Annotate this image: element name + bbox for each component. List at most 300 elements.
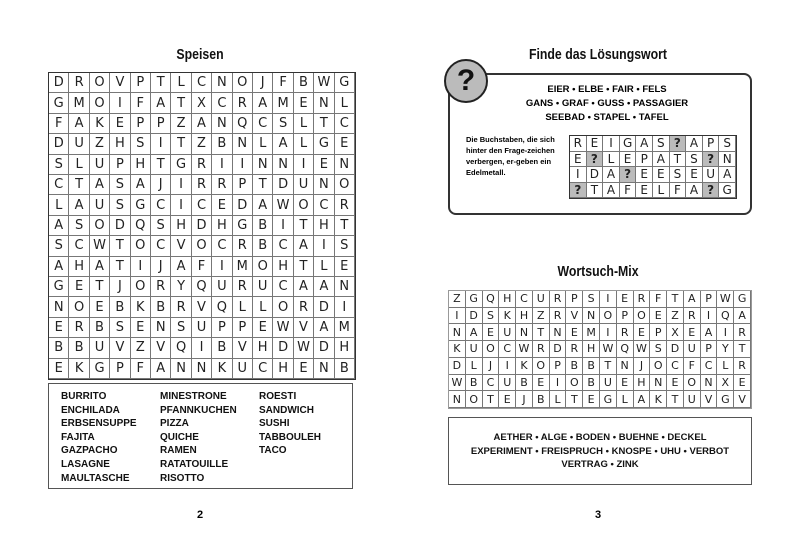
grid-cell[interactable]: B [294, 73, 314, 93]
grid-cell[interactable]: Z [667, 308, 684, 325]
grid-cell[interactable]: B [69, 338, 89, 358]
grid-cell[interactable]: R [734, 324, 751, 341]
grid-cell[interactable]: B [90, 318, 110, 338]
hidden-letter-cell[interactable]: ? [703, 183, 720, 199]
grid-cell[interactable]: E [294, 93, 314, 113]
grid-cell[interactable]: S [583, 291, 600, 308]
grid-cell[interactable]: Y [171, 277, 191, 297]
grid-cell[interactable]: C [667, 358, 684, 375]
grid-cell[interactable]: C [49, 175, 69, 195]
grid-cell[interactable]: F [49, 114, 69, 134]
grid-cell[interactable]: R [734, 358, 751, 375]
grid-cell[interactable]: G [734, 291, 751, 308]
grid-cell[interactable]: T [253, 175, 273, 195]
grid-cell[interactable]: H [583, 341, 600, 358]
grid-cell[interactable]: S [171, 318, 191, 338]
grid-cell[interactable]: W [273, 195, 293, 215]
grid-cell[interactable]: N [719, 152, 736, 168]
grid-cell[interactable]: E [653, 167, 670, 183]
grid-cell[interactable]: R [684, 308, 701, 325]
grid-cell[interactable]: H [273, 359, 293, 379]
grid-cell[interactable]: Q [192, 277, 212, 297]
grid-cell[interactable]: Z [192, 134, 212, 154]
grid-cell[interactable]: J [151, 257, 171, 277]
grid-cell[interactable]: E [587, 136, 604, 152]
grid-cell[interactable]: P [703, 136, 720, 152]
solution-grid[interactable] [569, 135, 737, 199]
word-search-grid-speisen[interactable] [48, 72, 356, 380]
grid-cell[interactable]: A [131, 175, 151, 195]
grid-cell[interactable]: N [273, 155, 293, 175]
grid-cell[interactable]: D [667, 341, 684, 358]
grid-cell[interactable]: G [466, 291, 483, 308]
grid-cell[interactable]: I [600, 291, 617, 308]
grid-cell[interactable]: O [650, 358, 667, 375]
grid-cell[interactable]: W [314, 73, 334, 93]
grid-cell[interactable]: P [131, 73, 151, 93]
grid-cell[interactable]: A [634, 391, 651, 408]
grid-cell[interactable]: J [110, 277, 130, 297]
grid-cell[interactable]: T [566, 391, 583, 408]
grid-cell[interactable]: I [110, 93, 130, 113]
grid-cell[interactable]: L [466, 358, 483, 375]
grid-cell[interactable]: E [49, 359, 69, 379]
grid-cell[interactable]: U [499, 324, 516, 341]
grid-cell[interactable]: A [49, 216, 69, 236]
grid-cell[interactable]: G [314, 134, 334, 154]
grid-cell[interactable]: U [253, 277, 273, 297]
grid-cell[interactable]: S [110, 175, 130, 195]
grid-cell[interactable]: D [550, 341, 567, 358]
grid-cell[interactable]: P [233, 318, 253, 338]
grid-cell[interactable]: A [701, 324, 718, 341]
grid-cell[interactable]: B [212, 134, 232, 154]
grid-cell[interactable]: E [617, 375, 634, 392]
grid-cell[interactable]: R [570, 136, 587, 152]
grid-cell[interactable]: B [151, 297, 171, 317]
grid-cell[interactable]: H [253, 338, 273, 358]
grid-cell[interactable]: T [294, 216, 314, 236]
grid-cell[interactable]: U [192, 318, 212, 338]
grid-cell[interactable]: O [483, 341, 500, 358]
grid-cell[interactable]: D [49, 73, 69, 93]
grid-cell[interactable]: E [636, 183, 653, 199]
grid-cell[interactable]: S [69, 216, 89, 236]
grid-cell[interactable]: E [533, 375, 550, 392]
grid-cell[interactable]: N [516, 324, 533, 341]
grid-cell[interactable]: L [603, 152, 620, 168]
grid-cell[interactable]: C [192, 73, 212, 93]
grid-cell[interactable]: O [131, 236, 151, 256]
grid-cell[interactable]: N [314, 93, 334, 113]
grid-cell[interactable]: W [634, 341, 651, 358]
grid-cell[interactable]: I [294, 155, 314, 175]
grid-cell[interactable]: C [516, 291, 533, 308]
grid-cell[interactable]: O [566, 375, 583, 392]
grid-cell[interactable]: F [650, 291, 667, 308]
grid-cell[interactable]: O [131, 277, 151, 297]
grid-cell[interactable]: A [686, 136, 703, 152]
grid-cell[interactable]: A [49, 257, 69, 277]
grid-cell[interactable]: K [131, 297, 151, 317]
grid-cell[interactable]: U [69, 134, 89, 154]
grid-cell[interactable]: T [670, 152, 687, 168]
grid-cell[interactable]: B [516, 375, 533, 392]
grid-cell[interactable]: N [335, 277, 355, 297]
grid-cell[interactable]: A [294, 277, 314, 297]
grid-cell[interactable]: S [49, 236, 69, 256]
grid-cell[interactable]: A [719, 167, 736, 183]
grid-cell[interactable]: T [171, 93, 191, 113]
grid-cell[interactable]: U [212, 277, 232, 297]
grid-cell[interactable]: P [636, 152, 653, 168]
grid-cell[interactable]: T [110, 236, 130, 256]
grid-cell[interactable]: E [131, 318, 151, 338]
grid-cell[interactable]: F [192, 257, 212, 277]
grid-cell[interactable]: A [90, 257, 110, 277]
grid-cell[interactable]: E [212, 195, 232, 215]
grid-cell[interactable]: D [49, 134, 69, 154]
grid-cell[interactable]: E [90, 297, 110, 317]
grid-cell[interactable]: C [273, 236, 293, 256]
grid-cell[interactable]: O [600, 308, 617, 325]
grid-cell[interactable]: R [69, 318, 89, 338]
grid-cell[interactable]: A [151, 93, 171, 113]
grid-cell[interactable]: E [483, 324, 500, 341]
grid-cell[interactable]: L [233, 297, 253, 317]
grid-cell[interactable]: L [294, 134, 314, 154]
grid-cell[interactable]: W [273, 318, 293, 338]
grid-cell[interactable]: Z [171, 114, 191, 134]
grid-cell[interactable]: H [314, 216, 334, 236]
grid-cell[interactable]: M [335, 318, 355, 338]
grid-cell[interactable]: R [212, 175, 232, 195]
grid-cell[interactable]: F [131, 93, 151, 113]
grid-cell[interactable]: L [294, 114, 314, 134]
grid-cell[interactable]: R [192, 175, 212, 195]
grid-cell[interactable]: E [566, 324, 583, 341]
grid-cell[interactable]: E [684, 324, 701, 341]
grid-cell[interactable]: N [550, 324, 567, 341]
grid-cell[interactable]: N [151, 318, 171, 338]
grid-cell[interactable]: U [684, 391, 701, 408]
grid-cell[interactable]: L [717, 358, 734, 375]
grid-cell[interactable]: H [171, 216, 191, 236]
grid-cell[interactable]: P [131, 114, 151, 134]
grid-cell[interactable]: F [273, 73, 293, 93]
grid-cell[interactable]: I [192, 338, 212, 358]
grid-cell[interactable]: A [684, 291, 701, 308]
grid-cell[interactable]: N [253, 155, 273, 175]
grid-cell[interactable]: X [192, 93, 212, 113]
grid-cell[interactable]: D [314, 297, 334, 317]
grid-cell[interactable]: A [603, 183, 620, 199]
grid-cell[interactable]: E [686, 167, 703, 183]
grid-cell[interactable]: B [212, 338, 232, 358]
grid-cell[interactable]: V [110, 338, 130, 358]
grid-cell[interactable]: T [734, 341, 751, 358]
grid-cell[interactable]: I [171, 175, 191, 195]
grid-cell[interactable]: O [634, 308, 651, 325]
grid-cell[interactable]: A [192, 114, 212, 134]
grid-cell[interactable]: P [110, 359, 130, 379]
grid-cell[interactable]: L [171, 73, 191, 93]
grid-cell[interactable]: I [212, 155, 232, 175]
grid-cell[interactable]: S [335, 236, 355, 256]
grid-cell[interactable]: R [233, 277, 253, 297]
grid-cell[interactable]: G [171, 155, 191, 175]
grid-cell[interactable]: T [151, 73, 171, 93]
grid-cell[interactable]: P [550, 358, 567, 375]
grid-cell[interactable]: J [151, 175, 171, 195]
grid-cell[interactable]: G [719, 183, 736, 199]
grid-cell[interactable]: T [171, 134, 191, 154]
grid-cell[interactable]: N [701, 375, 718, 392]
grid-cell[interactable]: G [233, 216, 253, 236]
grid-cell[interactable]: C [253, 359, 273, 379]
grid-cell[interactable]: T [294, 257, 314, 277]
grid-cell[interactable]: H [516, 308, 533, 325]
grid-cell[interactable]: A [294, 236, 314, 256]
grid-cell[interactable]: O [90, 216, 110, 236]
grid-cell[interactable]: M [233, 257, 253, 277]
grid-cell[interactable]: E [49, 318, 69, 338]
grid-cell[interactable]: U [703, 167, 720, 183]
grid-cell[interactable]: S [151, 216, 171, 236]
grid-cell[interactable]: K [90, 114, 110, 134]
grid-cell[interactable]: I [717, 324, 734, 341]
grid-cell[interactable]: V [171, 236, 191, 256]
grid-cell[interactable]: E [314, 155, 334, 175]
grid-cell[interactable]: Q [171, 338, 191, 358]
grid-cell[interactable]: M [69, 93, 89, 113]
grid-cell[interactable]: G [600, 391, 617, 408]
grid-cell[interactable]: B [466, 375, 483, 392]
grid-cell[interactable]: N [49, 297, 69, 317]
grid-cell[interactable]: P [212, 318, 232, 338]
grid-cell[interactable]: S [483, 308, 500, 325]
grid-cell[interactable]: V [294, 318, 314, 338]
grid-cell[interactable]: T [110, 257, 130, 277]
grid-cell[interactable]: E [253, 318, 273, 338]
grid-cell[interactable]: E [69, 277, 89, 297]
grid-cell[interactable]: K [449, 341, 466, 358]
grid-cell[interactable]: Q [233, 114, 253, 134]
grid-cell[interactable]: N [314, 175, 334, 195]
grid-cell[interactable]: A [734, 308, 751, 325]
grid-cell[interactable]: A [171, 257, 191, 277]
grid-cell[interactable]: C [151, 236, 171, 256]
grid-cell[interactable]: I [499, 358, 516, 375]
grid-cell[interactable]: C [253, 114, 273, 134]
grid-cell[interactable]: L [314, 257, 334, 277]
grid-cell[interactable]: F [131, 359, 151, 379]
grid-cell[interactable]: R [192, 155, 212, 175]
grid-cell[interactable]: U [294, 175, 314, 195]
grid-cell[interactable]: V [566, 308, 583, 325]
grid-cell[interactable]: V [734, 391, 751, 408]
grid-cell[interactable]: U [533, 291, 550, 308]
grid-cell[interactable]: D [314, 338, 334, 358]
grid-cell[interactable]: X [667, 324, 684, 341]
grid-cell[interactable]: E [650, 308, 667, 325]
grid-cell[interactable]: T [667, 291, 684, 308]
grid-cell[interactable]: I [570, 167, 587, 183]
grid-cell[interactable]: H [69, 257, 89, 277]
grid-cell[interactable]: I [171, 195, 191, 215]
grid-cell[interactable]: T [69, 175, 89, 195]
grid-cell[interactable]: I [701, 308, 718, 325]
grid-cell[interactable]: X [717, 375, 734, 392]
grid-cell[interactable]: I [449, 308, 466, 325]
grid-cell[interactable]: D [449, 358, 466, 375]
grid-cell[interactable]: V [701, 391, 718, 408]
grid-cell[interactable]: I [314, 236, 334, 256]
grid-cell[interactable]: S [653, 136, 670, 152]
grid-cell[interactable]: S [49, 155, 69, 175]
grid-cell[interactable]: F [684, 358, 701, 375]
grid-cell[interactable]: R [634, 291, 651, 308]
grid-cell[interactable]: E [570, 152, 587, 168]
grid-cell[interactable]: P [701, 341, 718, 358]
grid-cell[interactable]: A [90, 175, 110, 195]
grid-cell[interactable]: J [253, 73, 273, 93]
grid-cell[interactable]: R [69, 73, 89, 93]
grid-cell[interactable]: C [69, 236, 89, 256]
grid-cell[interactable]: C [483, 375, 500, 392]
grid-cell[interactable]: J [516, 391, 533, 408]
grid-cell[interactable]: V [151, 338, 171, 358]
grid-cell[interactable]: H [212, 216, 232, 236]
grid-cell[interactable]: M [583, 324, 600, 341]
grid-cell[interactable]: T [314, 114, 334, 134]
grid-cell[interactable]: U [466, 341, 483, 358]
hidden-letter-cell[interactable]: ? [587, 152, 604, 168]
grid-cell[interactable]: I [600, 324, 617, 341]
grid-cell[interactable]: L [49, 195, 69, 215]
grid-cell[interactable]: E [110, 114, 130, 134]
grid-cell[interactable]: D [466, 308, 483, 325]
grid-cell[interactable]: H [273, 257, 293, 277]
grid-cell[interactable]: O [192, 236, 212, 256]
grid-cell[interactable]: S [686, 152, 703, 168]
grid-cell[interactable]: D [192, 216, 212, 236]
grid-cell[interactable]: P [151, 114, 171, 134]
grid-cell[interactable]: B [110, 297, 130, 317]
grid-cell[interactable]: G [717, 391, 734, 408]
grid-cell[interactable]: P [110, 155, 130, 175]
grid-cell[interactable]: H [499, 291, 516, 308]
grid-cell[interactable]: L [617, 391, 634, 408]
grid-cell[interactable]: A [69, 195, 89, 215]
grid-cell[interactable]: I [233, 155, 253, 175]
grid-cell[interactable]: T [151, 155, 171, 175]
grid-cell[interactable]: N [449, 391, 466, 408]
grid-cell[interactable]: C [273, 277, 293, 297]
grid-cell[interactable]: A [603, 167, 620, 183]
grid-cell[interactable]: C [192, 195, 212, 215]
grid-cell[interactable]: E [335, 134, 355, 154]
grid-cell[interactable]: U [684, 341, 701, 358]
grid-cell[interactable]: S [650, 341, 667, 358]
grid-cell[interactable]: H [131, 155, 151, 175]
grid-cell[interactable]: K [499, 308, 516, 325]
grid-cell[interactable]: I [212, 257, 232, 277]
grid-cell[interactable]: O [69, 297, 89, 317]
grid-cell[interactable]: L [653, 183, 670, 199]
grid-cell[interactable]: Q [131, 216, 151, 236]
grid-cell[interactable]: U [600, 375, 617, 392]
grid-cell[interactable]: D [273, 175, 293, 195]
grid-cell[interactable]: S [719, 136, 736, 152]
grid-cell[interactable]: U [90, 338, 110, 358]
grid-cell[interactable]: G [620, 136, 637, 152]
grid-cell[interactable]: P [566, 291, 583, 308]
grid-cell[interactable]: R [335, 195, 355, 215]
grid-cell[interactable]: L [550, 391, 567, 408]
grid-cell[interactable]: N [212, 73, 232, 93]
grid-cell[interactable]: C [335, 114, 355, 134]
grid-cell[interactable]: Q [617, 341, 634, 358]
grid-cell[interactable]: O [90, 93, 110, 113]
grid-cell[interactable]: W [449, 375, 466, 392]
grid-cell[interactable]: G [131, 195, 151, 215]
grid-cell[interactable]: K [69, 359, 89, 379]
grid-cell[interactable]: A [253, 93, 273, 113]
grid-cell[interactable]: T [667, 391, 684, 408]
grid-cell[interactable]: L [253, 134, 273, 154]
grid-cell[interactable]: E [636, 167, 653, 183]
grid-cell[interactable]: D [587, 167, 604, 183]
hidden-letter-cell[interactable]: ? [620, 167, 637, 183]
grid-cell[interactable]: T [587, 183, 604, 199]
grid-cell[interactable]: R [233, 236, 253, 256]
grid-cell[interactable]: O [533, 358, 550, 375]
grid-cell[interactable]: W [294, 338, 314, 358]
grid-cell[interactable]: N [583, 308, 600, 325]
grid-cell[interactable]: K [516, 358, 533, 375]
grid-cell[interactable]: C [212, 236, 232, 256]
grid-cell[interactable]: E [335, 257, 355, 277]
grid-cell[interactable]: J [634, 358, 651, 375]
hidden-letter-cell[interactable]: ? [670, 136, 687, 152]
grid-cell[interactable]: R [550, 308, 567, 325]
hidden-letter-cell[interactable]: ? [703, 152, 720, 168]
grid-cell[interactable]: C [499, 341, 516, 358]
grid-cell[interactable]: A [314, 318, 334, 338]
grid-cell[interactable]: O [253, 257, 273, 277]
grid-cell[interactable]: B [583, 358, 600, 375]
grid-cell[interactable]: G [90, 359, 110, 379]
grid-cell[interactable]: V [110, 73, 130, 93]
grid-cell[interactable]: I [335, 297, 355, 317]
grid-cell[interactable]: V [192, 297, 212, 317]
grid-cell[interactable]: E [499, 391, 516, 408]
grid-cell[interactable]: L [253, 297, 273, 317]
grid-cell[interactable]: D [273, 338, 293, 358]
grid-cell[interactable]: O [684, 375, 701, 392]
grid-cell[interactable]: U [90, 155, 110, 175]
grid-cell[interactable]: O [90, 73, 110, 93]
grid-cell[interactable]: T [600, 358, 617, 375]
grid-cell[interactable]: U [90, 195, 110, 215]
grid-cell[interactable]: H [634, 375, 651, 392]
grid-cell[interactable]: W [600, 341, 617, 358]
grid-cell[interactable]: E [620, 152, 637, 168]
grid-cell[interactable]: R [566, 341, 583, 358]
grid-cell[interactable]: U [499, 375, 516, 392]
grid-cell[interactable]: C [212, 93, 232, 113]
